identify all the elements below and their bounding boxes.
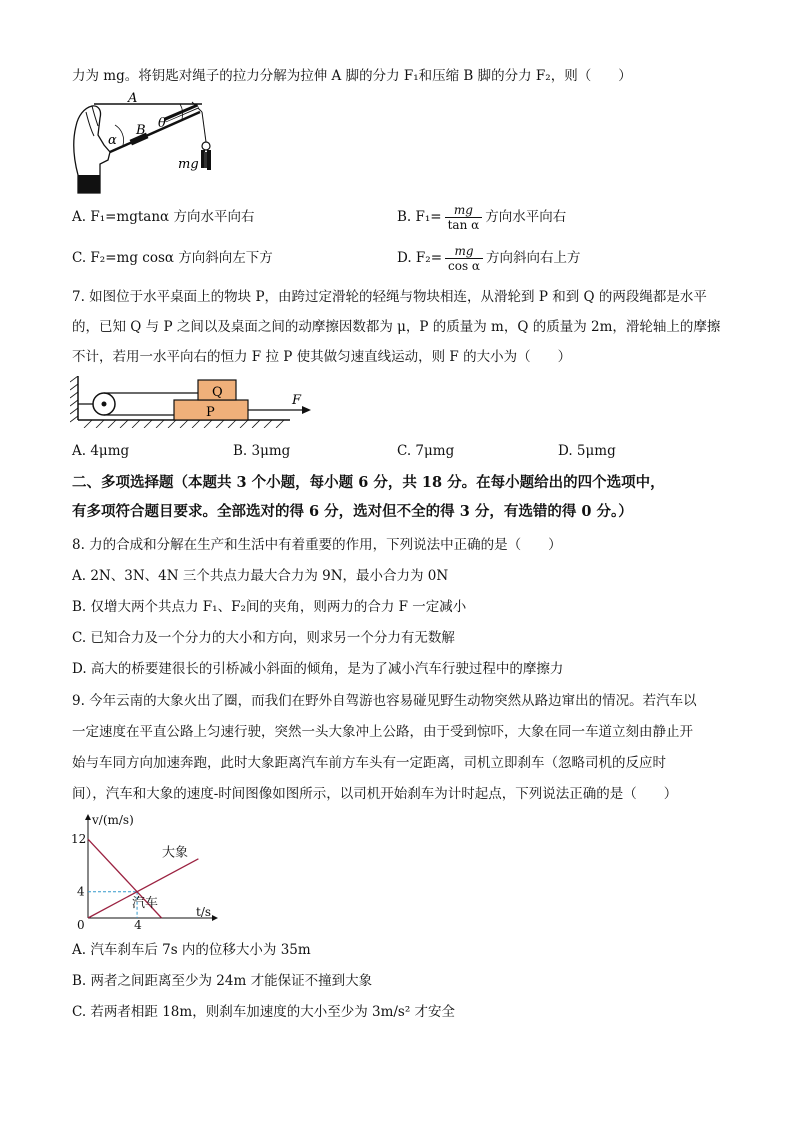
q7-option-c: C. 7μmg: [397, 443, 455, 459]
q6-option-c: C. F₂=mg cosα 方向斜向左下方: [72, 250, 273, 266]
q6-option-d-fraction: [445, 244, 483, 273]
q9-option-a: A. 汽车刹车后 7s 内的位移大小为 35m: [72, 942, 311, 958]
series-label-car: 汽车: [132, 895, 159, 911]
q6-label-A: A: [128, 91, 138, 106]
y-axis-arrow: [85, 814, 91, 820]
q6-option-b-num: mg: [445, 203, 483, 218]
q7-figure: [70, 376, 315, 428]
q7-option-a: A. 4μmg: [72, 443, 130, 459]
y-tick-label: 4: [77, 884, 85, 899]
q6-option-b: [397, 198, 566, 236]
q6-option-b-den: tan α: [447, 217, 480, 232]
q6-option-d-suffix: 方向斜向右上方: [486, 250, 581, 266]
q9-option-c: C. 若两者相距 18m，则刹车加速度的大小至少为 3m/s² 才安全: [72, 1004, 456, 1020]
section2-heading-line-1: 二、多项选择题（本题共 3 个小题，每小题 6 分，共 18 分。在每小题给出的四个选项中，: [72, 474, 665, 491]
q7-option-b: B. 3μmg: [233, 443, 291, 459]
x-tick-label: 0: [77, 918, 85, 932]
q7-label-F: F: [292, 393, 302, 408]
q6-label-alpha: α: [108, 133, 117, 148]
x-axis-arrow: [212, 915, 218, 921]
q6-label-B: B: [136, 123, 146, 138]
section2-heading-line-2: 有多项符合题目要求。全部选对的得 6 分，选对但不全的得 3 分，有选错的得 0 分。）: [72, 503, 633, 520]
q6-label-mg: mg: [178, 157, 199, 172]
q9-stem-line-4: 间），汽车和大象的速度-时间图像如图所示，以司机开始刹车为计时起点，下列说法正确的是（ ）: [72, 786, 678, 802]
q6-option-b-prefix: B. F₁=: [397, 209, 442, 225]
q6-option-b-fraction: [445, 203, 483, 232]
x-tick-label: 4: [134, 918, 142, 932]
q9-stem-line-3: 始与车同方向加速奔跑，此时大象距离汽车前方车头有一定距离，司机立即刹车（忽略司机的反应时: [72, 755, 666, 771]
q8-option-d: D. 高大的桥要建很长的引桥减小斜面的倾角，是为了减小汽车行驶过程中的摩擦力: [72, 661, 564, 677]
q7-stem-line-2: 的，已知 Q 与 P 之间以及桌面之间的动摩擦因数都为 μ，P 的质量为 m，Q 的质量为 2m，滑轮轴上的摩擦: [72, 319, 721, 335]
q9-stem-line-2: 一定速度在平直公路上匀速行驶，突然一头大象冲上公路，由于受到惊吓，大象在同一车道立刻由静止开: [72, 724, 693, 740]
y-axis-label: v/(m/s): [92, 813, 134, 827]
q7-stem-line-1: 7. 如图位于水平桌面上的物块 P，由跨过定滑轮的轻绳与物块相连，从滑轮到 P 和到 Q 的两段绳都是水平: [72, 289, 707, 305]
q6-option-b-suffix: 方向水平向右: [485, 209, 567, 225]
q6-figure: [70, 90, 230, 195]
q7-label-P: P: [206, 405, 215, 420]
q8-stem: 8. 力的合成和分解在生产和生活中有着重要的作用，下列说法中正确的是（ ）: [72, 537, 562, 553]
q6-option-a: A. F₁=mgtanα 方向水平向右: [72, 209, 255, 225]
q7-stem-line-3: 不计，若用一水平向右的恒力 F 拉 P 使其做匀速直线运动，则 F 的大小为（ ）: [72, 349, 572, 365]
q6-stem-line: 力为 mg。将钥匙对绳子的拉力分解为拉伸 A 脚的分力 F₁和压缩 B 脚的分力 F₂，则（ ）: [72, 68, 632, 84]
q6-option-d-prefix: D. F₂=: [397, 250, 443, 266]
q6-option-d-num: mg: [445, 244, 483, 259]
x-axis-label: t/s: [196, 905, 212, 919]
q9-stem-line-1: 9. 今年云南的大象火出了圈，而我们在野外自驾游也容易碰见野生动物突然从路边窜出的情况。若汽车以: [72, 693, 697, 709]
q7-label-Q: Q: [212, 385, 223, 400]
y-tick-label: 12: [71, 832, 87, 847]
q6-option-d: [397, 239, 581, 277]
q9-option-b: B. 两者之间距离至少为 24m 才能保证不撞到大象: [72, 973, 373, 989]
series-label-elephant: 大象: [162, 845, 189, 861]
q8-option-c: C. 已知合力及一个分力的大小和方向，则求另一个分力有无数解: [72, 630, 455, 646]
q6-option-d-den: cos α: [448, 258, 481, 273]
q7-option-d: D. 5μmg: [558, 443, 616, 459]
q8-option-a: A. 2N、3N、4N 三个共点力最大合力为 9N，最小合力为 0N: [72, 568, 449, 584]
q6-label-theta: θ: [158, 116, 166, 131]
q8-option-b: B. 仅增大两个共点力 F₁、F₂间的夹角，则两力的合力 F 一定减小: [72, 599, 467, 615]
vt-text: [71, 813, 211, 932]
vt-chart: [68, 812, 218, 934]
